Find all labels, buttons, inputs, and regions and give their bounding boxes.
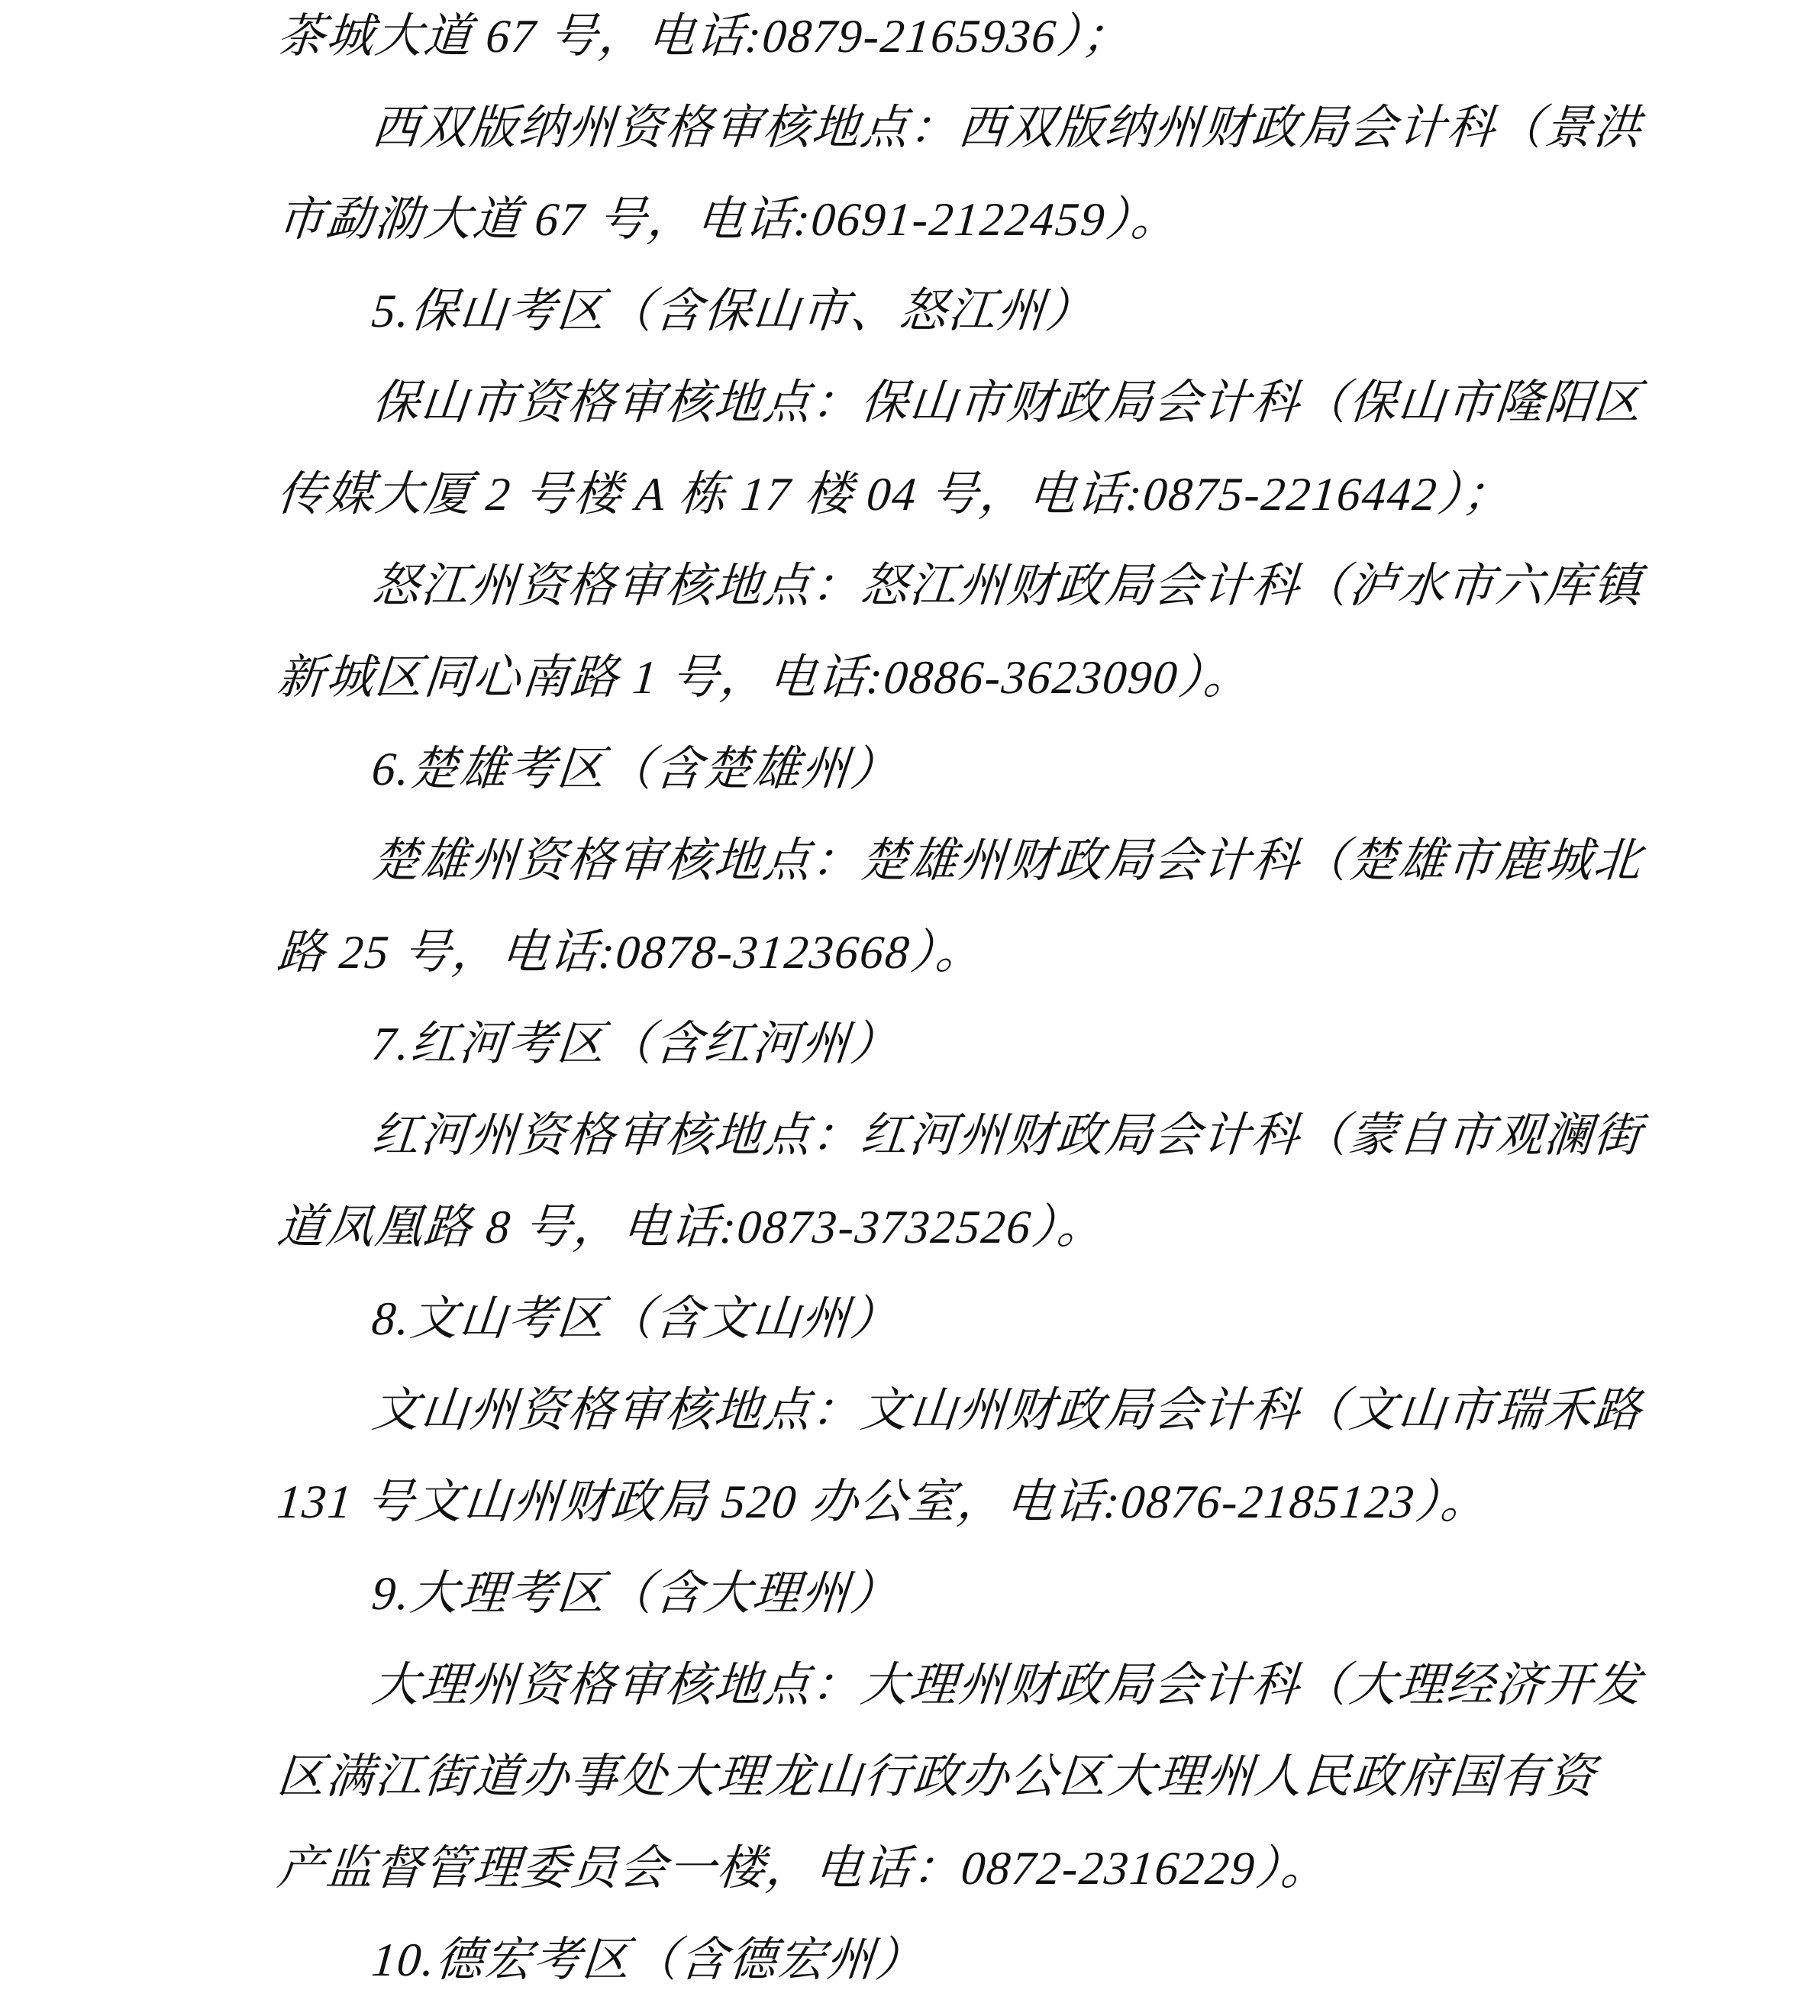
document-line: 楚雄州资格审核地点：楚雄州财政局会计科（楚雄市鹿城北: [369, 835, 1645, 887]
document-line: 红河州资格审核地点：红河州财政局会计科（蒙自市观澜街: [369, 1110, 1645, 1162]
document-line: 传媒大厦 2 号楼 A 栋 17 楼 04 号，电话:0875-2216442）；: [275, 469, 1515, 521]
document-line: 保山市资格审核地点：保山市财政局会计科（保山市隆阳区: [369, 377, 1645, 429]
document-line: 新城区同心南路 1 号，电话:0886-3623090）。: [275, 652, 1255, 704]
document-line: 路 25 号，电话:0878-3123668）。: [275, 927, 987, 979]
document-line: 茶城大道 67 号，电话:0879-2165936）；: [275, 11, 1134, 63]
document-line: 大理州资格审核地点：大理州财政局会计科（大理经济开发: [369, 1660, 1645, 1711]
document-line: 区满江街道办事处大理龙山行政办公区大理州人民政府国有资: [275, 1751, 1599, 1803]
document-line: 9.大理考区（含大理州）: [369, 1568, 902, 1620]
document-line: 西双版纳州资格审核地点：西双版纳州财政局会计科（景洪: [369, 102, 1645, 154]
document-line: 文山州资格审核地点：文山州财政局会计科（文山市瑞禾路: [369, 1385, 1645, 1437]
document-line: 7.红河考区（含红河州）: [369, 1018, 902, 1070]
document-line: 怒江州资格审核地点：怒江州财政局会计科（泸水市六库镇: [369, 560, 1645, 612]
document-line: 131 号文山州财政局 520 办公室，电话:0876-2185123）。: [275, 1476, 1492, 1528]
document-line: 产监督管理委员会一楼，电话：0872-2316229）。: [275, 1843, 1332, 1895]
document-body: [273, 0, 1647, 2006]
document-line: 10.德宏考区（含德宏州）: [369, 1934, 927, 1986]
document-line: 5.保山考区（含保山市、怒江州）: [369, 285, 1097, 337]
document-line: 道凤凰路 8 号，电话:0873-3732526）。: [275, 1202, 1108, 1253]
document-line: 8.文山考区（含文山州）: [369, 1293, 902, 1345]
document-line: 6.楚雄考区（含楚雄州）: [369, 744, 902, 795]
document-line: 市勐泐大道 67 号，电话:0691-2122459）。: [275, 194, 1183, 246]
